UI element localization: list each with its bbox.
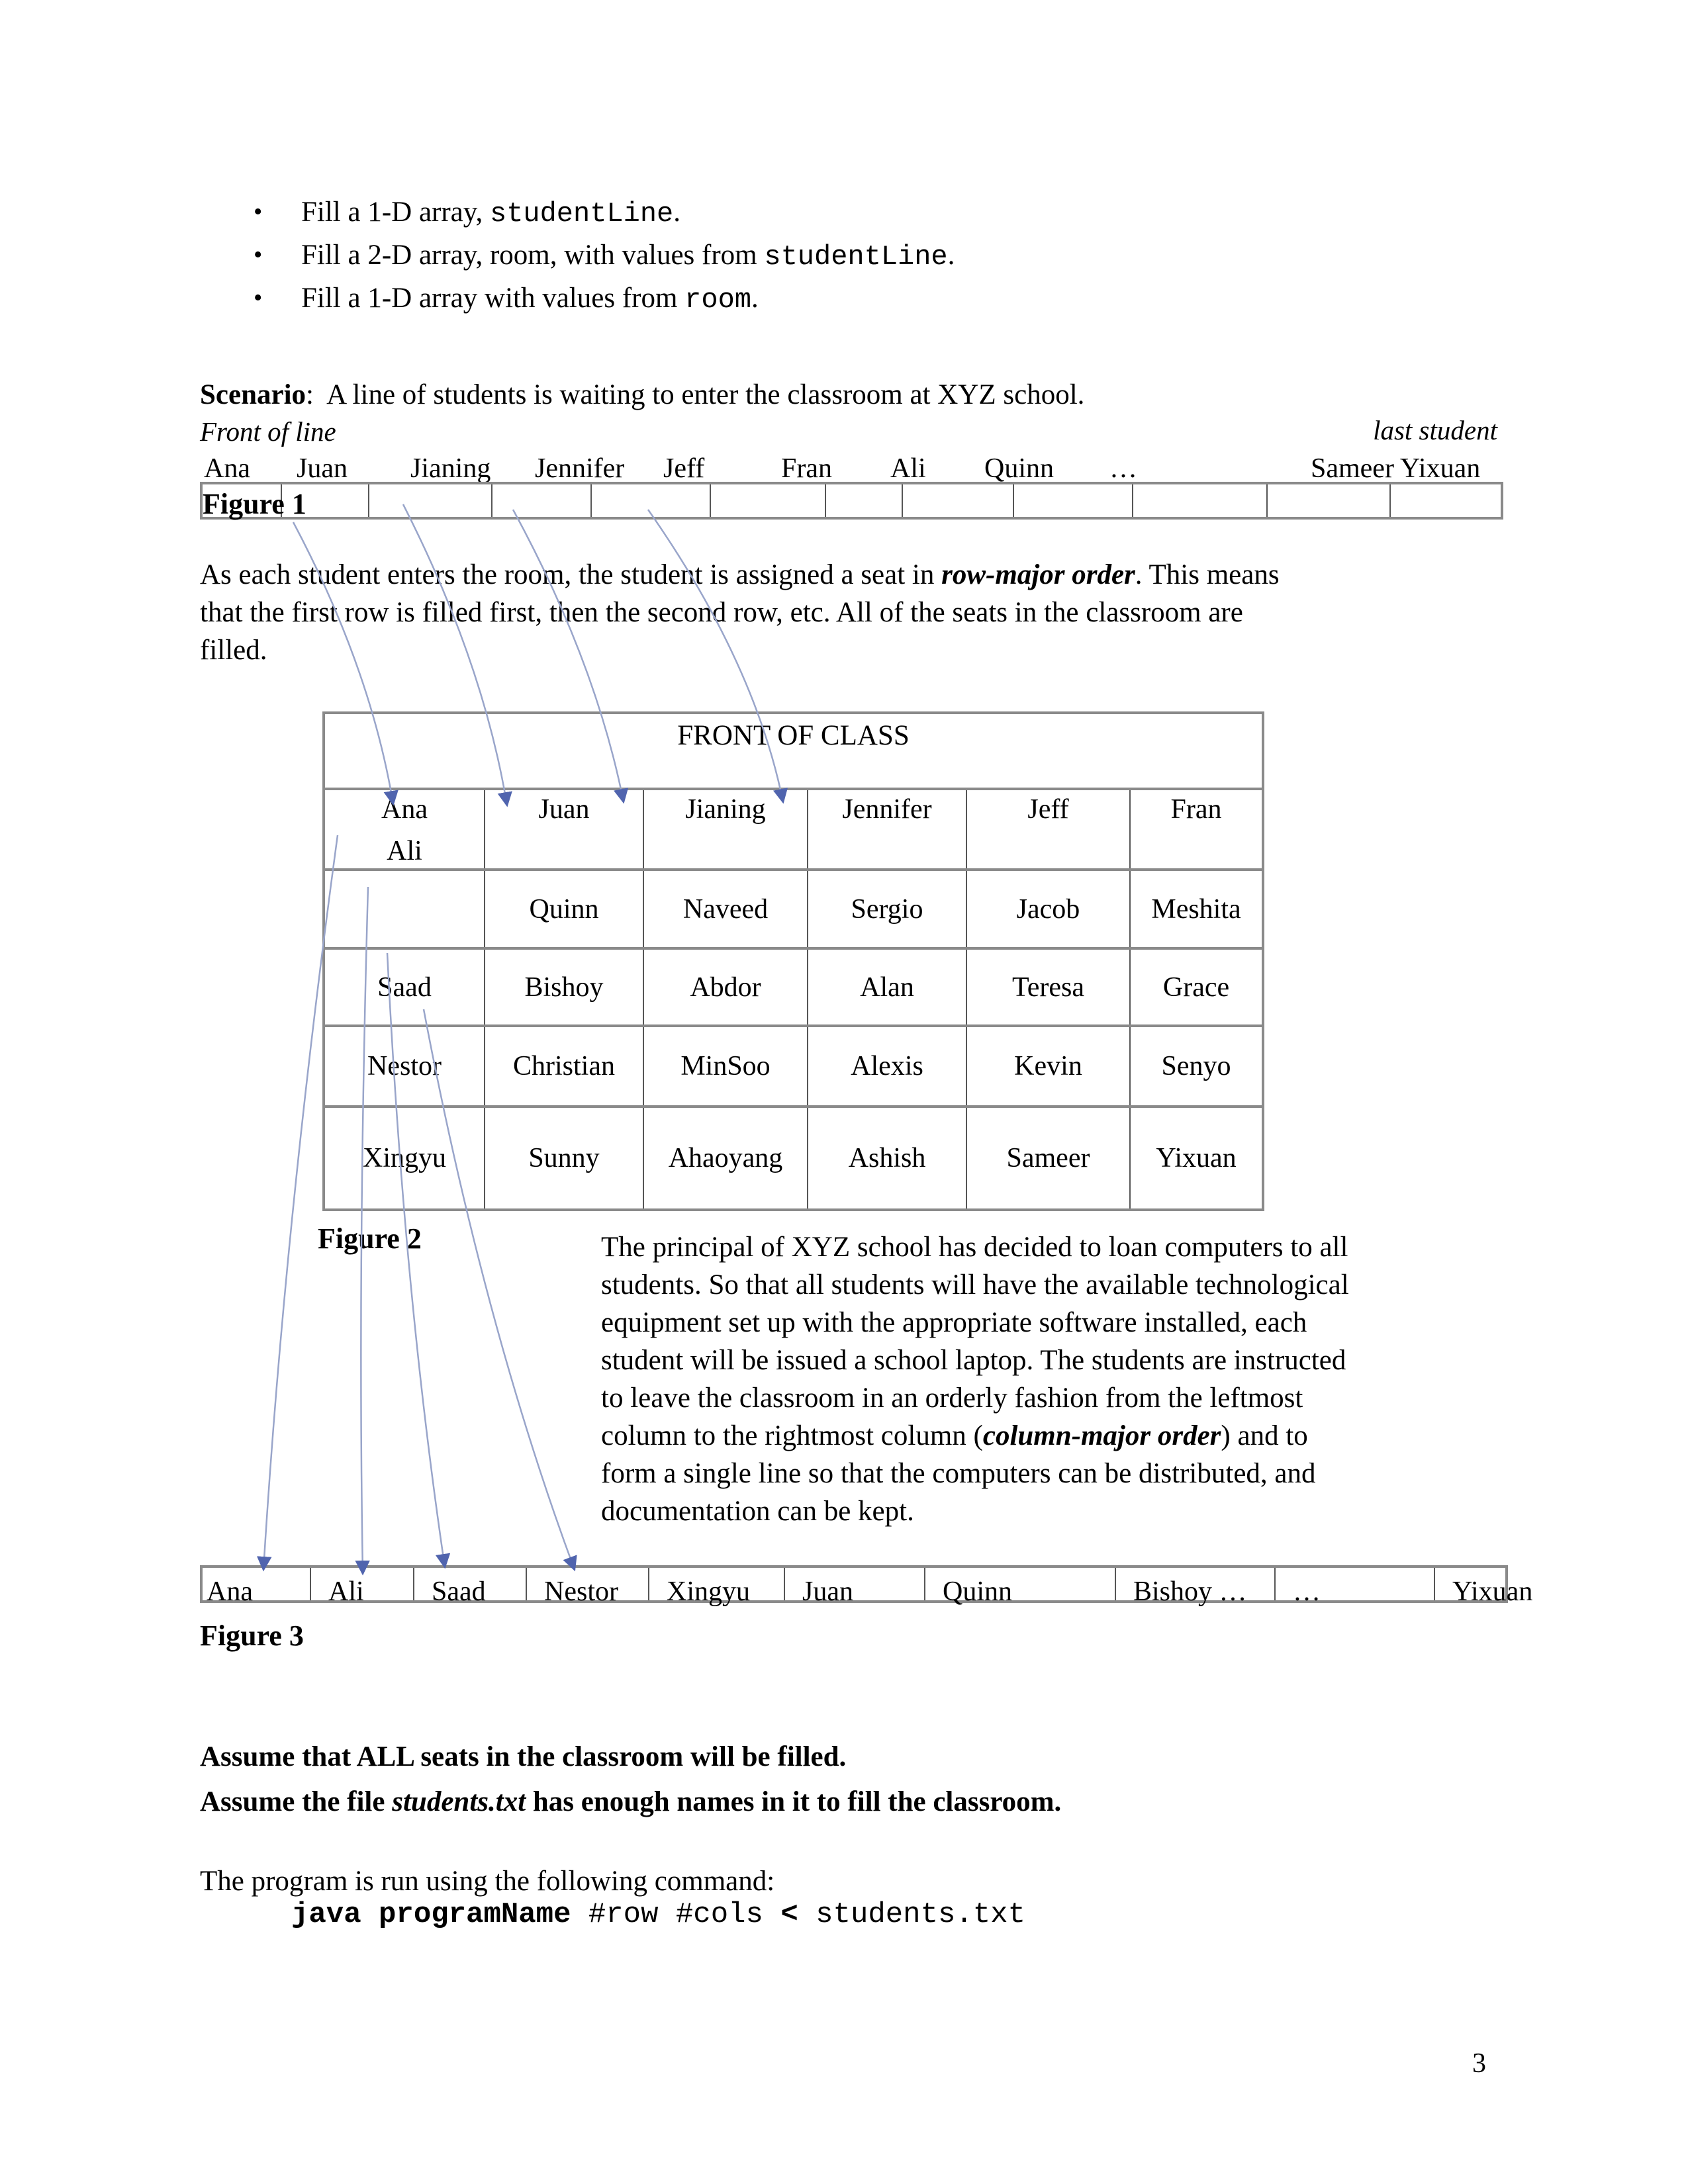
assumption-line-2: Assume the file students.txt has enough names in it to fill the classroom. (200, 1786, 1062, 1817)
array-cell (1266, 484, 1389, 517)
seat-cell: Ana Ali (381, 794, 428, 866)
figure1-array-table (200, 482, 1503, 520)
last-student-label: last student (1373, 415, 1497, 445)
array-cell (710, 484, 825, 517)
inline-code: studentLine (489, 198, 674, 230)
student-name: Jianing (410, 453, 491, 484)
bullet-icon: • (254, 241, 263, 269)
line-cell: Juan (784, 1568, 924, 1600)
scenario-label: Scenario (200, 379, 306, 410)
students-txt-filename: students.txt (392, 1786, 526, 1817)
front-of-class-header: FRONT OF CLASS (325, 714, 1262, 790)
seat-cell: Saad (377, 972, 432, 1003)
list-item (254, 282, 955, 325)
list-item (254, 239, 955, 282)
line-cell: Xingyu (648, 1568, 784, 1600)
bullet-text: Fill a 2-D array, room, with values from studentLine. (301, 240, 955, 273)
student-name: Ana (204, 453, 250, 484)
seat-cell: Grace (1129, 950, 1262, 1024)
student-name: Juan (297, 453, 348, 484)
line-cell: Quinn (924, 1568, 1115, 1600)
bullet-text: Fill a 1-D array, studentLine. (301, 197, 680, 230)
student-name: Quinn (984, 453, 1054, 484)
assumption-line-1: Assume that ALL seats in the classroom will be filled. (200, 1741, 847, 1772)
figure1-caption: Figure 1 (203, 488, 306, 520)
student-name: Fran (781, 453, 832, 484)
student-name: Sameer Yixuan (1311, 453, 1481, 484)
list-item (254, 196, 955, 239)
seat-cell: Christian (484, 1027, 643, 1105)
seat-cell: Quinn (484, 871, 643, 947)
seat-cell: Alan (807, 950, 966, 1024)
seat-row (325, 871, 1262, 950)
column-major-paragraph: The principal of XYZ school has decided to loan computers to all students. So that all students will have the available technological equipment set up with the appropriate software installed, each student will be issued a school laptop. The students are instructed to leave the classroom in an orderly fashion from the leftmost column to the rightmost column (column-major order) and to form a single line so that the computers can be distributed, and documentation can be kept. (601, 1232, 1349, 1527)
student-name: Ali (890, 453, 926, 484)
seat-cell: Teresa (966, 950, 1129, 1024)
page-number: 3 (1472, 2048, 1486, 2079)
command-intro: The program is run using the following command: (200, 1866, 775, 1897)
line-cell: Ana (207, 1576, 253, 1607)
seat-cell: Xingyu (363, 1143, 446, 1173)
inline-code: room (684, 284, 751, 316)
seat-cell: Nestor (367, 1051, 442, 1081)
seat-cell: Meshita (1129, 871, 1262, 947)
seat-cell: Juan (484, 790, 643, 868)
line-cell: Yixuan (1434, 1568, 1505, 1600)
seat-row (325, 950, 1262, 1027)
seat-cell: Naveed (643, 871, 807, 947)
inline-code: studentLine (764, 241, 948, 273)
row-major-paragraph: As each student enters the room, the student is assigned a seat in row-major order. This means that the first row is filled first, then the second row, etc. All of the seats in the classroom are filled. (200, 559, 1280, 666)
seat-name: Ali (387, 836, 422, 866)
array-cell (1132, 484, 1266, 517)
figure2-classroom-table (322, 711, 1264, 1211)
array-cell (902, 484, 1013, 517)
seat-row (325, 1108, 1262, 1208)
array-cell (368, 484, 491, 517)
seat-cell: Sunny (484, 1108, 643, 1208)
seat-cell: MinSoo (643, 1027, 807, 1105)
front-of-line-label: Front of line (200, 416, 336, 447)
figure3-line-table (200, 1565, 1533, 1607)
student-name: Jennifer (535, 453, 625, 484)
figure3-caption: Figure 3 (200, 1619, 304, 1652)
seat-cell: Fran (1129, 790, 1262, 868)
ellipsis-label: … (1109, 453, 1137, 484)
figure2-caption: Figure 2 (318, 1222, 422, 1255)
seat-cell: Jeff (966, 790, 1129, 868)
seat-cell: Ashish (807, 1108, 966, 1208)
line-cell: … (1274, 1568, 1434, 1600)
seat-row (325, 790, 1262, 871)
seat-row (325, 1027, 1262, 1108)
array-cell (1013, 484, 1132, 517)
seat-cell: Jennifer (807, 790, 966, 868)
bullet-icon: • (254, 284, 263, 312)
array-cell (590, 484, 710, 517)
scenario-text: : A line of students is waiting to enter the classroom at XYZ school. (306, 379, 1085, 410)
bullet-icon: • (254, 198, 263, 226)
seat-cell: Alexis (807, 1027, 966, 1105)
command-line: java programName #row #cols < students.txt (291, 1898, 1025, 1931)
seat-cell: Jianing (643, 790, 807, 868)
seat-cell: Yixuan (1129, 1108, 1262, 1208)
seat-cell: Abdor (643, 950, 807, 1024)
seat-cell: Senyo (1129, 1027, 1262, 1105)
row-major-term: row-major order (941, 559, 1135, 590)
array-cell (825, 484, 902, 517)
line-cell: Bishoy … (1115, 1568, 1274, 1600)
column-major-term: column-major order (982, 1420, 1221, 1451)
student-name: Jeff (663, 453, 705, 484)
seat-cell: Bishoy (484, 950, 643, 1024)
bullet-list (254, 196, 955, 325)
seat-cell: Kevin (966, 1027, 1129, 1105)
line-cell: Saad (413, 1568, 526, 1600)
array-cell (1389, 484, 1501, 517)
seat-cell: Sergio (807, 871, 966, 947)
line-cell: Ali (310, 1568, 413, 1600)
scenario-line (200, 379, 1084, 411)
seat-cell (325, 871, 484, 947)
array-cell (491, 484, 590, 517)
seat-cell: Ahaoyang (643, 1108, 807, 1208)
seat-cell: Sameer (966, 1108, 1129, 1208)
bullet-text: Fill a 1-D array with values from room. (301, 283, 759, 316)
line-cell: Nestor (526, 1568, 648, 1600)
seat-cell: Jacob (966, 871, 1129, 947)
